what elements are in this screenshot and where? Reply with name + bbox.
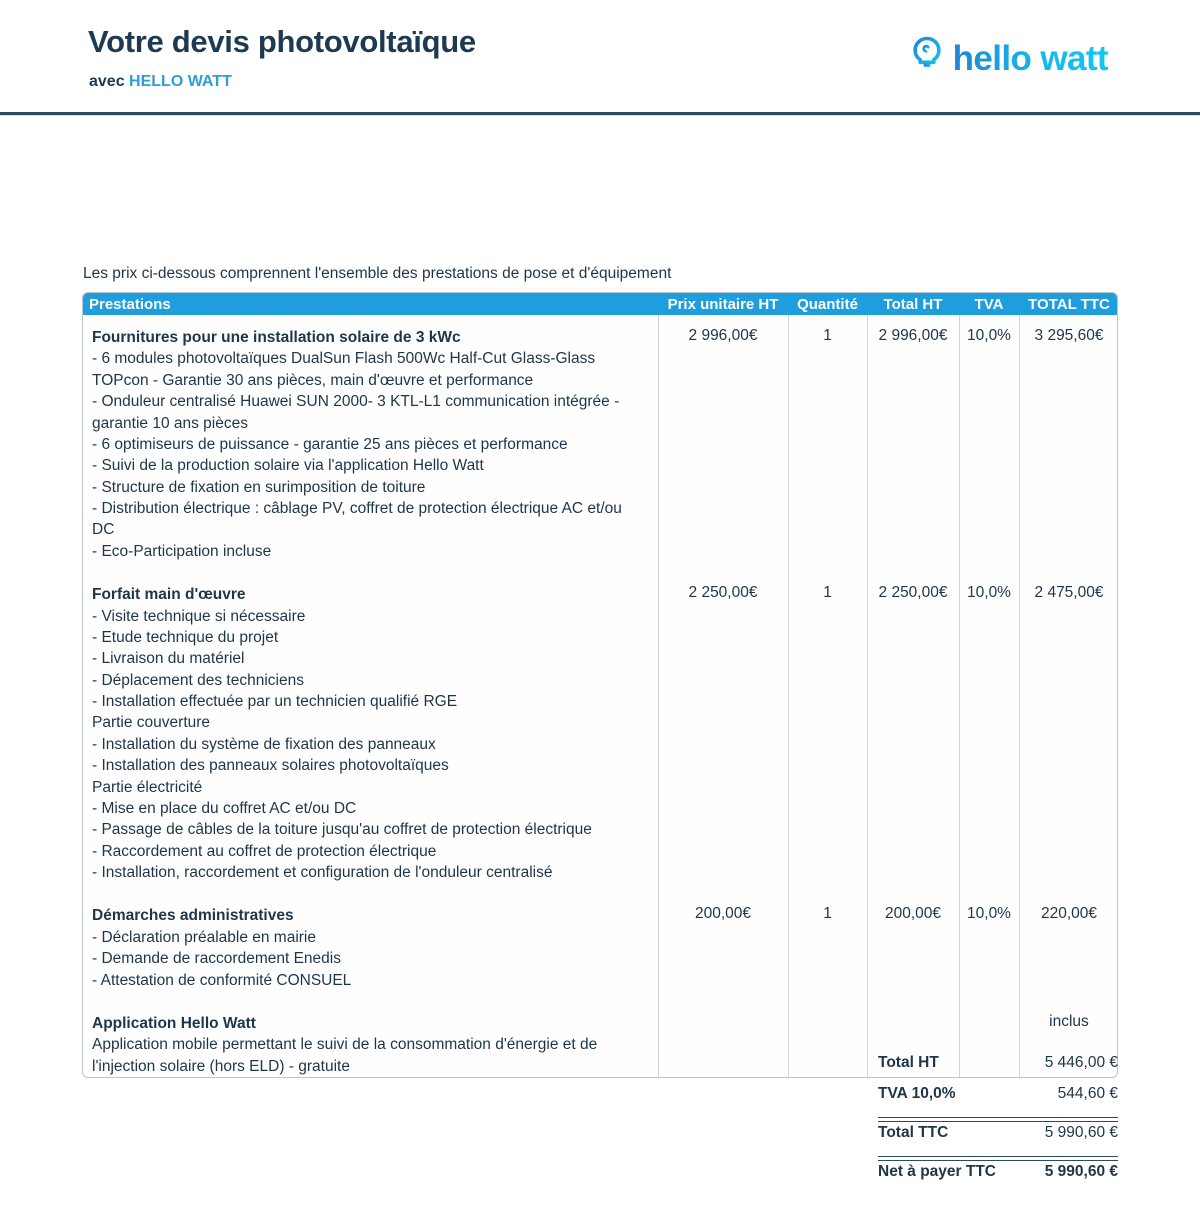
row-detail-lines [92, 348, 648, 562]
row-description [83, 905, 658, 991]
total-ttc-value: 5 990,60 € [1044, 1124, 1118, 1141]
column-header-quantite: Quantité [797, 295, 858, 313]
row-detail-line: - Structure de fixation en surimposition de toiture [92, 478, 426, 496]
row-total-ttc: 2 475,00€ [1034, 584, 1104, 602]
total-ttc-label: Total TTC [878, 1124, 949, 1141]
row-quantite: 1 [823, 905, 832, 923]
row-total-ttc: 220,00€ [1040, 905, 1098, 923]
row-title: Forfait main d'œuvre [92, 586, 246, 604]
row-prix-unitaire-ht: 2 996,00€ [688, 327, 758, 344]
row-total-ht: 200,00€ [884, 905, 942, 923]
row-detail-line: - Raccordement au coffret de protection électrique [92, 842, 437, 860]
row-spacer [83, 991, 1117, 1013]
row-quantite: 1 [823, 584, 832, 602]
row-description [83, 584, 658, 883]
row-detail-line: - Visite technique si nécessaire [92, 607, 306, 625]
row-detail-line: - 6 modules photovoltaïques DualSun Flash 500Wc Half-Cut Glass-Glass TOPcon - Garantie 30 ans pièces, main d'œuvre et performance [92, 350, 596, 389]
row-detail-line: - Déclaration préalable en mairie [92, 928, 317, 946]
net-a-payer-value: 5 990,60 € [1044, 1163, 1118, 1180]
row-tva: 10,0% [967, 905, 1011, 923]
row-description [83, 1013, 658, 1077]
column-header-total-ttc: TOTAL TTC [1028, 295, 1110, 313]
table-rows [83, 315, 1117, 1077]
net-a-payer-label: Net à payer TTC [878, 1163, 997, 1180]
row-detail-line: - Passage de câbles de la toiture jusqu'au coffret de protection électrique [92, 821, 592, 839]
hello-watt-logo [910, 36, 1108, 81]
row-detail-line: - Mise en place du coffret AC et/ou DC [92, 799, 357, 817]
row-spacer [83, 562, 1117, 584]
row-prix-unitaire-ht: 2 250,00€ [688, 584, 758, 602]
row-detail-lines [92, 927, 648, 991]
row-detail-line: - Eco-Participation incluse [92, 542, 272, 560]
row-detail-line: - Installation, raccordement et configuration de l'onduleur centralisé [92, 864, 553, 881]
lightbulb-icon [910, 36, 944, 81]
row-detail-lines [92, 606, 648, 884]
row-detail-line: - Installation effectuée par un technicien qualifié RGE [92, 693, 458, 710]
row-detail-line: Partie électricité [92, 778, 203, 796]
row-title: Démarches administratives [92, 907, 294, 925]
row-prix-unitaire-ht: 200,00€ [694, 905, 752, 923]
column-header-prix-unitaire-ht: Prix unitaire HT [667, 295, 779, 313]
page-subtitle [89, 73, 232, 91]
row-description [83, 327, 658, 562]
table-body [83, 315, 1117, 1077]
totals-divider-2 [878, 1156, 1118, 1161]
tva-label: TVA 10,0% [878, 1085, 956, 1102]
row-detail-lines [92, 1034, 648, 1077]
row-detail-line: - Suivi de la production solaire via l'application Hello Watt [92, 457, 484, 475]
total-ttc-row [878, 1124, 1118, 1155]
row-detail-line: - Attestation de conformité CONSUEL [92, 971, 352, 989]
row-detail-line: - Demande de raccordement Enedis [92, 950, 341, 968]
totals-divider-1 [878, 1117, 1118, 1122]
tva-value: 544,60 € [1057, 1085, 1118, 1102]
row-tva: 10,0% [967, 584, 1011, 602]
row-detail-line: - Installation du système de fixation des panneaux [92, 735, 436, 753]
row-detail-line: - Onduleur centralisé Huawei SUN 2000- 3 KTL-L1 communication intégrée - garantie 10 ans pièces [92, 393, 620, 432]
quote-table [82, 292, 1118, 1078]
row-tva: 10,0% [967, 327, 1011, 344]
total-ht-value: 5 446,00 € [1044, 1054, 1118, 1071]
page-header [0, 0, 1200, 115]
row-total-ttc: inclus [1049, 1012, 1089, 1030]
table-row [83, 1013, 1117, 1077]
row-title: Application Hello Watt [92, 1014, 256, 1032]
row-quantite: 1 [823, 327, 832, 344]
row-title: Fournitures pour une installation solaire de 3 kWc [92, 329, 461, 346]
tva-row [878, 1085, 1118, 1116]
total-ht-label: Total HT [878, 1054, 939, 1071]
row-detail-line: Application mobile permettant le suivi de la consommation d'énergie et de l'injection solaire (hors ELD) - gratuite [92, 1036, 598, 1075]
row-detail-line: Partie couverture [92, 714, 211, 732]
row-detail-line: - Installation des panneaux solaires photovoltaïques [92, 757, 449, 775]
table-row [83, 905, 1117, 991]
row-total-ht: 2 250,00€ [878, 584, 948, 602]
intro-text: Les prix ci-dessous comprennent l'ensemble des prestations de pose et d'équipement [83, 265, 672, 282]
table-row [83, 584, 1117, 883]
header-divider-soft [0, 115, 1200, 116]
subtitle-prefix: avec [89, 73, 130, 90]
row-detail-line: - Etude technique du projet [92, 628, 279, 646]
row-detail-line: - Livraison du matériel [92, 650, 245, 668]
page-title: Votre devis photovoltaïque [88, 24, 476, 59]
row-detail-line: - Distribution électrique : câblage PV, coffret de protection électrique AC et/ou DC [92, 500, 622, 539]
net-a-payer-row [878, 1163, 1118, 1194]
column-header-tva: TVA [974, 295, 1004, 313]
table-header-row [83, 293, 1117, 315]
row-total-ttc: 3 295,60€ [1034, 327, 1104, 344]
row-detail-line: - 6 optimiseurs de puissance - garantie 25 ans pièces et performance [92, 435, 568, 453]
table-row [83, 315, 1117, 562]
subtitle-brand: HELLO WATT [129, 73, 232, 90]
row-spacer [83, 883, 1117, 905]
row-detail-line: - Déplacement des techniciens [92, 671, 304, 689]
brand-name: hello watt [952, 39, 1108, 78]
column-header-total-ht: Total HT [883, 295, 943, 313]
row-total-ht: 2 996,00€ [878, 327, 948, 344]
column-header-prestations: Prestations [89, 295, 171, 313]
